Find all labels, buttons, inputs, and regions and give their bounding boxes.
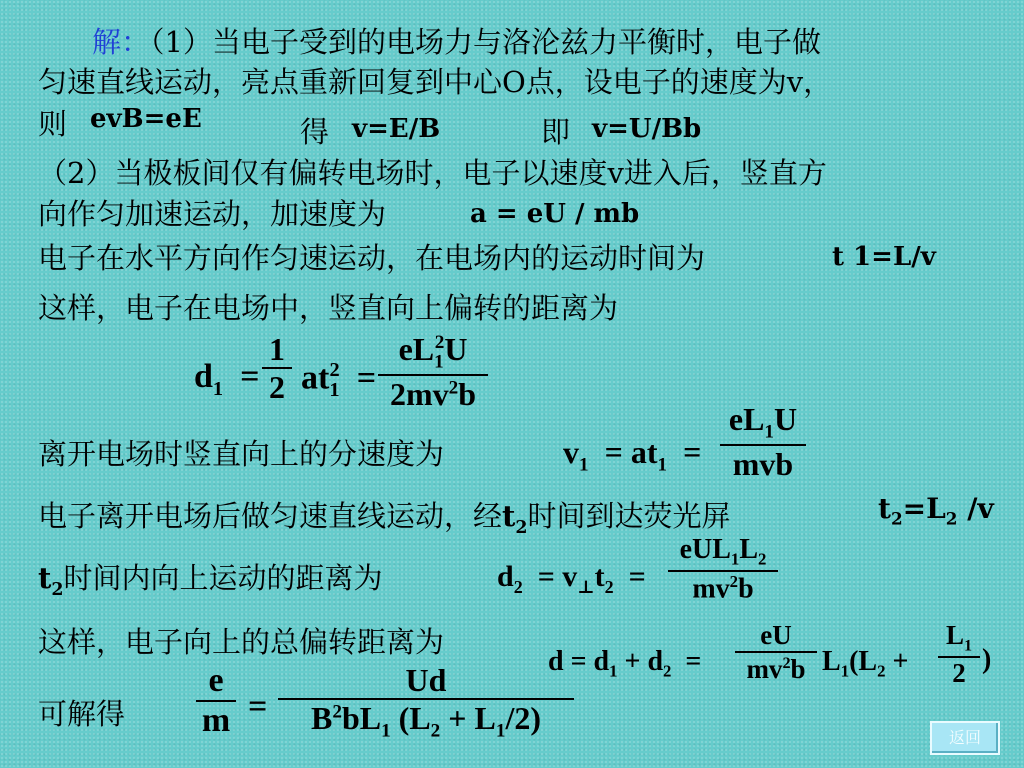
- formula-d2-lhs: $d_2 = v_\perp t_2$ =: [497, 560, 646, 597]
- text-solve: 可解得: [38, 697, 126, 731]
- formula-v1-lhs: $v_1 = at_1$ =: [563, 434, 702, 476]
- eq-acceleration: a = eU / mb: [470, 199, 640, 229]
- formula-d-l1-half: $L_1$ 2: [938, 622, 980, 687]
- eq-force-balance: evB=eE: [90, 104, 202, 134]
- eq-time-t1: t 1=L/v: [832, 242, 936, 272]
- text-after-field: 电子离开电场后做匀速直线运动，经$t_2$时间到达荧光屏: [38, 499, 731, 538]
- part2-line-4: 这样，电子在电场中，竖直向上偏转的距离为: [38, 291, 619, 325]
- formula-d-tail: $L_1(L_2$ +: [822, 646, 909, 681]
- formula-d-lhs: $d = d_1 + d_2$ =: [548, 646, 702, 681]
- part2-line-3: 电子在水平方向作匀速运动，在电场内的运动时间为: [38, 241, 706, 275]
- formula-result-eq: =: [248, 688, 268, 725]
- solution-line-1: [92, 25, 821, 59]
- eq-velocity-e: v=E/B: [352, 114, 441, 144]
- back-button[interactable]: 返回: [930, 721, 1000, 755]
- formula-d1-half: 1 2: [262, 333, 292, 403]
- text-vertical-velocity: 离开电场时竖直向上的分速度为: [38, 437, 445, 471]
- formula-d-fraction: eU $mv^2b$: [735, 622, 817, 683]
- formula-d1-lhs: $d_1$ =: [194, 358, 260, 400]
- formula-d1-at: $at_1^2$ =: [301, 359, 377, 402]
- formula-d2-fraction: $eUL_1L_2$ $mv^2b$: [668, 536, 778, 604]
- text-total-deflection: 这样，电子向上的总偏转距离为: [38, 625, 445, 659]
- eq-velocity-u: v=U/Bb: [592, 114, 702, 144]
- get-label: 得: [300, 115, 330, 149]
- then-label: 则: [38, 107, 68, 141]
- ie-label: 即: [541, 115, 571, 149]
- formula-result-fraction: Ud $B^2bL_1$ $(L_2 + L_1/2)$: [278, 664, 574, 741]
- eq-time-t2: $t_2=L_2$ /v: [878, 492, 994, 529]
- formula-d1-fraction: $eL_1^2U$ $2mv^2b$: [378, 333, 488, 410]
- formula-v1-fraction: $eL_1U$ mvb: [720, 403, 806, 480]
- formula-result-e-over-m: e m: [196, 664, 236, 738]
- part1-text: （1）当电子受到的电场力与洛沦兹力平衡时，电子做: [150, 25, 821, 59]
- solution-label: 解：: [92, 25, 151, 59]
- part2-line-1: （2）当极板间仅有偏转电场时，电子以速度v进入后，竖直方: [38, 156, 827, 190]
- solution-line-2: 匀速直线运动，亮点重新回复到中心O点，设电子的速度为v，: [38, 65, 833, 99]
- formula-d-close: ): [982, 644, 992, 675]
- part2-line-2: 向作匀加速运动，加速度为: [38, 197, 387, 231]
- text-t2-distance: $t_2$时间内向上运动的距离为: [38, 561, 383, 600]
